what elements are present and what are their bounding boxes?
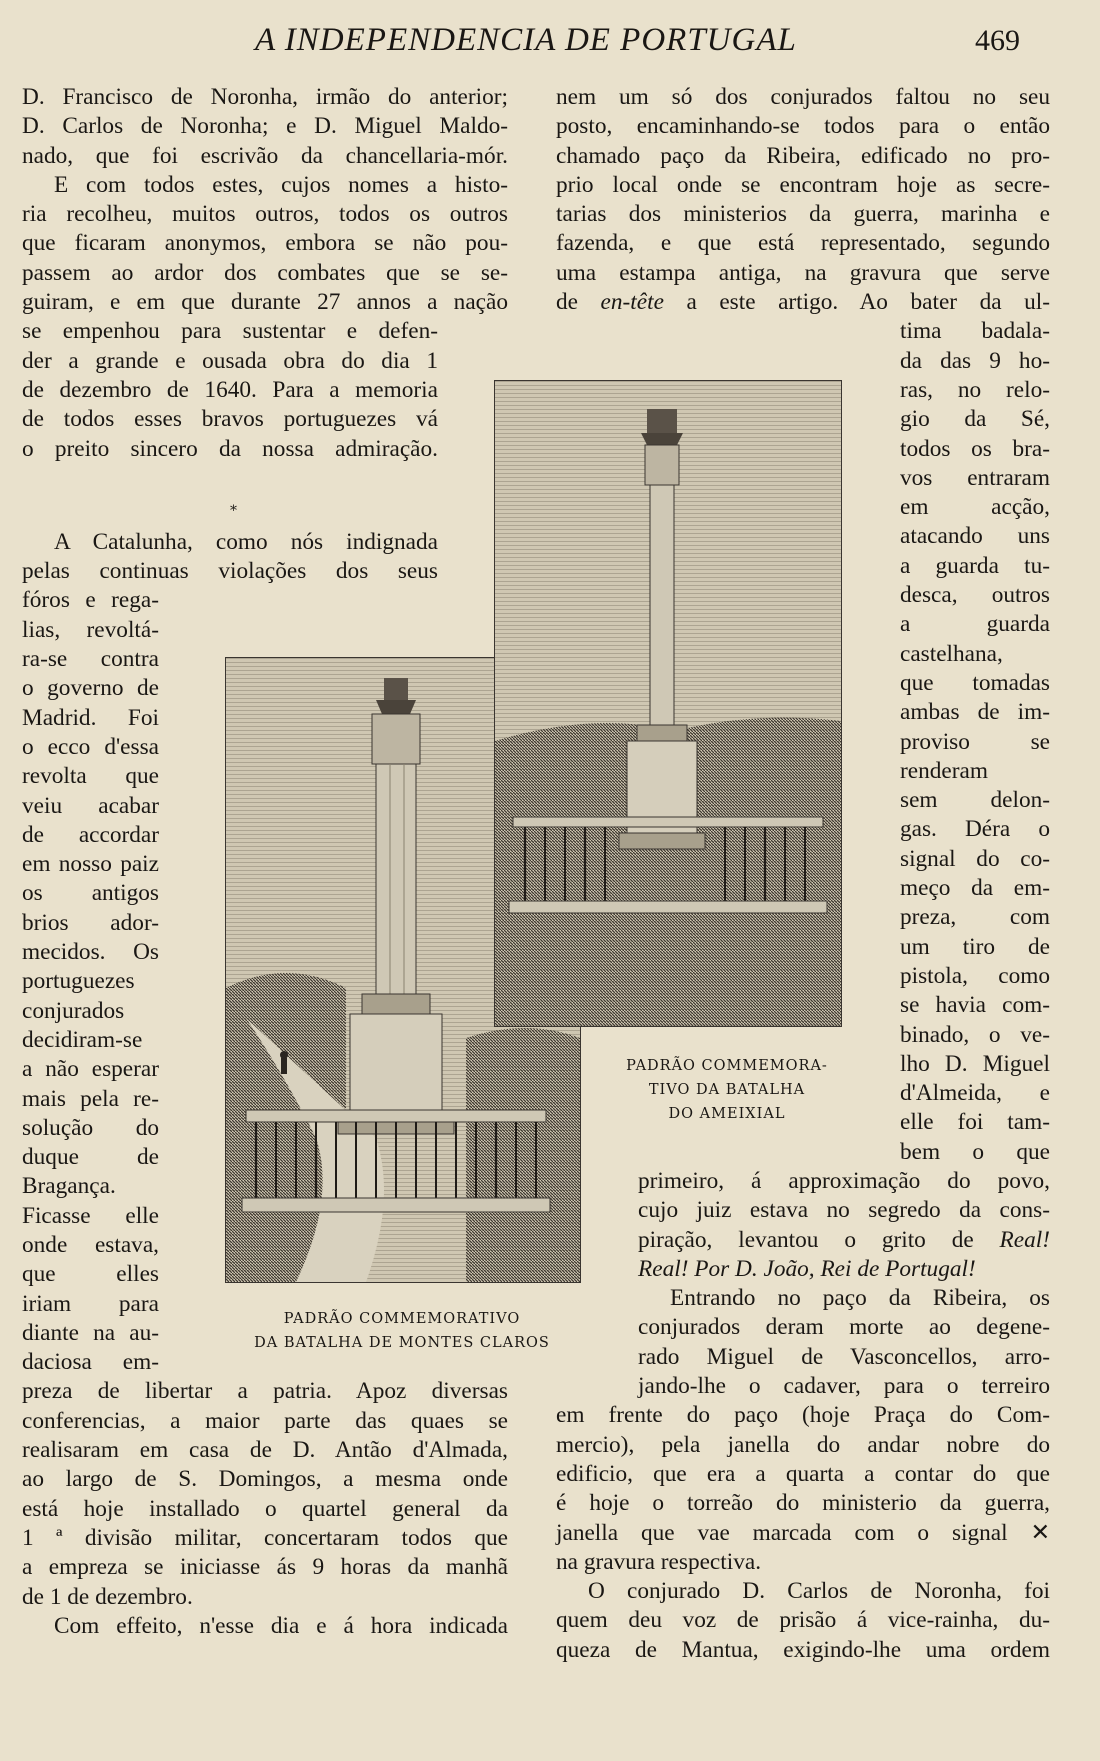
text-line: está hoje installado o quartel general da — [22, 1495, 508, 1522]
caption-line: DA BATALHA DE MONTES CLAROS — [254, 1335, 550, 1351]
text-line: O conjurado D. Carlos de Noronha, foi — [588, 1578, 1050, 1605]
text-line: tima badala- — [900, 318, 1050, 345]
text-line: a guarda — [900, 611, 1050, 638]
text-line: onde estava, — [22, 1231, 159, 1258]
text-line: ra-se contra — [22, 646, 159, 673]
text-line: gio da Sé, — [900, 406, 1050, 433]
text-span: de — [556, 289, 601, 316]
text-line: Entrando no paço da Ribeira, os — [670, 1285, 1050, 1312]
text-line: proviso se — [900, 728, 1050, 755]
paragraph-noronha — [22, 83, 508, 464]
text-line: decidiram-se — [22, 1026, 143, 1053]
text-line: conferencias, a maior parte das quaes se — [22, 1407, 508, 1434]
text-line: a empreza se iniciasse ás 9 horas da manhã — [22, 1554, 508, 1581]
text-line: a não esperar — [22, 1056, 159, 1083]
text-line: Ficasse elle — [22, 1202, 159, 1229]
text-line: guiram, e em que durante 27 annos a nação — [22, 289, 508, 316]
text-line — [638, 1226, 1050, 1255]
italic-term: en-tête — [600, 289, 664, 316]
running-title: A INDEPENDENCIA DE PORTUGAL — [255, 22, 797, 58]
text-line: mecidos. Os — [22, 939, 159, 966]
text-line: da das 9 ho- — [900, 347, 1050, 374]
text-line: fazenda, e que está representado, segundo — [556, 230, 1050, 257]
text-line: E com todos estes, cujos nomes a histo- — [54, 171, 508, 198]
text-line: binado, o ve- — [900, 1021, 1050, 1048]
text-line: fóros e rega- — [22, 587, 159, 614]
text-line: Madrid. Foi — [22, 704, 159, 731]
text-line: revolta que — [22, 763, 159, 790]
text-span: piração, levantou o grito de — [638, 1226, 1000, 1253]
text-line: ao largo de S. Domingos, a mesma onde — [22, 1466, 508, 1493]
text-line: os antigos — [22, 880, 159, 907]
text-line: Com effeito, n'esse dia e á hora indicada — [54, 1612, 508, 1639]
text-line: daciosa em- — [22, 1349, 159, 1376]
text-line: a guarda tu- — [900, 552, 1050, 579]
text-line: que elles — [22, 1261, 159, 1288]
text-line: realisaram em casa de D. Antão d'Almada, — [22, 1437, 508, 1464]
text-line: se empenhou para sustentar e defen- — [22, 318, 438, 345]
page-number: 469 — [975, 24, 1020, 57]
text-line: desca, outros — [900, 582, 1050, 609]
caption-ameixial — [617, 1054, 837, 1126]
text-line: lho D. Miguel — [900, 1050, 1050, 1077]
text-line: nado, que foi escrivão da chancellaria-mór. — [22, 142, 508, 169]
text-line: ambas de im- — [900, 699, 1050, 726]
text-line: o preito sincero da nossa admiração. — [22, 435, 438, 462]
text-line: 1 ª divisão militar, concertaram todos que — [22, 1524, 508, 1551]
text-line: brios ador- — [22, 909, 159, 936]
text-line: primeiro, á approximação do povo, — [638, 1167, 1050, 1194]
text-line: renderam — [900, 757, 988, 784]
text-line: Bragança. — [22, 1173, 116, 1200]
engraving-ameixial — [494, 380, 842, 1027]
monument-engraving-illustration — [495, 381, 841, 1026]
text-line: em nosso paiz — [22, 851, 159, 878]
text-line: mais pela re- — [22, 1085, 159, 1112]
text-line: A Catalunha, como nós indignada — [54, 528, 438, 555]
text-line: D. Carlos de Noronha; e D. Miguel Maldo- — [22, 113, 508, 140]
text-line: jando-lhe o cadaver, para o terreiro — [638, 1373, 1050, 1400]
text-line: ras, no relo- — [900, 376, 1050, 403]
caption-line: PADRÃO COMMEMORATIVO — [283, 1311, 521, 1327]
text-line: tarias dos ministerios da guerra, marinha e — [556, 201, 1050, 228]
text-line: que tomadas — [900, 669, 1050, 696]
text-line: posto, encaminhando-se todos para o então — [556, 113, 1050, 140]
italic-cry-line: Real! Por D. João, Rei de Portugal! — [638, 1255, 976, 1282]
section-separator: * — [230, 503, 237, 519]
text-line: ria recolheu, muitos outros, todos os outros — [22, 201, 508, 228]
text-line: veiu acabar — [22, 792, 159, 819]
text-line: nem um só dos conjurados faltou no seu — [556, 84, 1050, 110]
text-line: elle foi tam- — [900, 1109, 1050, 1136]
text-line: quem deu voz de prisão á vice-rainha, du- — [556, 1607, 1050, 1634]
text-line: o governo de — [22, 675, 159, 702]
text-line: chamado paço da Ribeira, edificado no pro- — [556, 142, 1050, 169]
caption-line: TIVO DA BATALHA — [648, 1082, 806, 1098]
text-line: de 1 de dezembro. — [22, 1583, 193, 1610]
text-line: passem ao ardor dos combates que se se- — [22, 259, 508, 286]
text-line: rado Miguel de Vasconcellos, arro- — [638, 1343, 1050, 1370]
text-line: de dezembro de 1640. Para a memoria — [22, 376, 438, 403]
text-line: bem o que — [900, 1138, 1050, 1165]
text-line: lias, revoltá- — [22, 616, 159, 643]
caption-montes-claros — [225, 1307, 579, 1355]
text-line: portuguezes — [22, 968, 135, 995]
text-line: cujo juiz estava no segredo da cons- — [638, 1197, 1050, 1224]
text-line: iriam para — [22, 1290, 159, 1317]
text-line: meço da em- — [900, 875, 1050, 902]
text-line: mercio), pela janella do andar nobre do — [556, 1431, 1050, 1458]
text-line: é hoje o torreão do ministerio da guerra, — [556, 1490, 1050, 1517]
text-line: pistola, como — [900, 962, 1050, 989]
text-line: em frente do paço (hoje Praça do Com- — [556, 1402, 1050, 1429]
text-line: todos os bra- — [900, 435, 1050, 462]
running-header — [0, 18, 1100, 68]
text-line: preza de libertar a patria. Apoz diversas — [22, 1378, 508, 1405]
text-line: uma estampa antiga, na gravura que serve — [556, 259, 1050, 286]
text-line: gas. Déra o — [900, 816, 1050, 843]
text-line: prio local onde se encontram hoje as secre- — [556, 171, 1050, 198]
text-line: pelas continuas violações dos seus — [22, 558, 438, 585]
text-line: um tiro de — [900, 933, 1050, 960]
text-line: castelhana, — [900, 640, 1003, 667]
text-line: o ecco d'essa — [22, 733, 159, 760]
text-line: na gravura respectiva. — [556, 1548, 762, 1575]
text-line: d'Almeida, e — [900, 1080, 1050, 1107]
text-line: sem delon- — [900, 787, 1050, 814]
text-line: vos entraram — [900, 464, 1050, 491]
text-line: duque de — [22, 1144, 159, 1171]
text-line: der a grande e ousada obra do dia 1 — [22, 347, 438, 374]
text-line: conjurados — [22, 997, 125, 1024]
text-line: em acção, — [900, 494, 1050, 521]
text-line: queza de Mantua, exigindo-lhe uma ordem — [556, 1636, 1050, 1663]
text-line: atacando uns — [900, 523, 1050, 550]
text-line: que ficaram anonymos, embora se não pou- — [22, 230, 508, 257]
text-line: conjurados deram morte ao degene- — [638, 1314, 1050, 1341]
text-line: de todos esses bravos portuguezes vá — [22, 406, 438, 433]
text-line: de accordar — [22, 821, 159, 848]
caption-line: DO AMEIXIAL — [668, 1106, 786, 1122]
text-line: D. Francisco de Noronha, irmão do anterior; — [22, 84, 508, 110]
text-line: solução do — [22, 1114, 159, 1141]
text-line: signal do co- — [900, 845, 1050, 872]
text-span: a este artigo. Ao bater da ul- — [663, 289, 1050, 316]
italic-cry: Real! — [999, 1226, 1050, 1253]
text-line: diante na au- — [22, 1319, 159, 1346]
text-line: edificio, que era a quarta a contar do que — [556, 1460, 1050, 1487]
text-line: se havia com- — [900, 992, 1050, 1019]
text-line: preza, com — [900, 904, 1050, 931]
text-line — [556, 288, 1050, 317]
text-line: janella que vae marcada com o signal ✕ — [556, 1519, 1050, 1546]
caption-line: PADRÃO COMMEMORA- — [626, 1058, 828, 1074]
